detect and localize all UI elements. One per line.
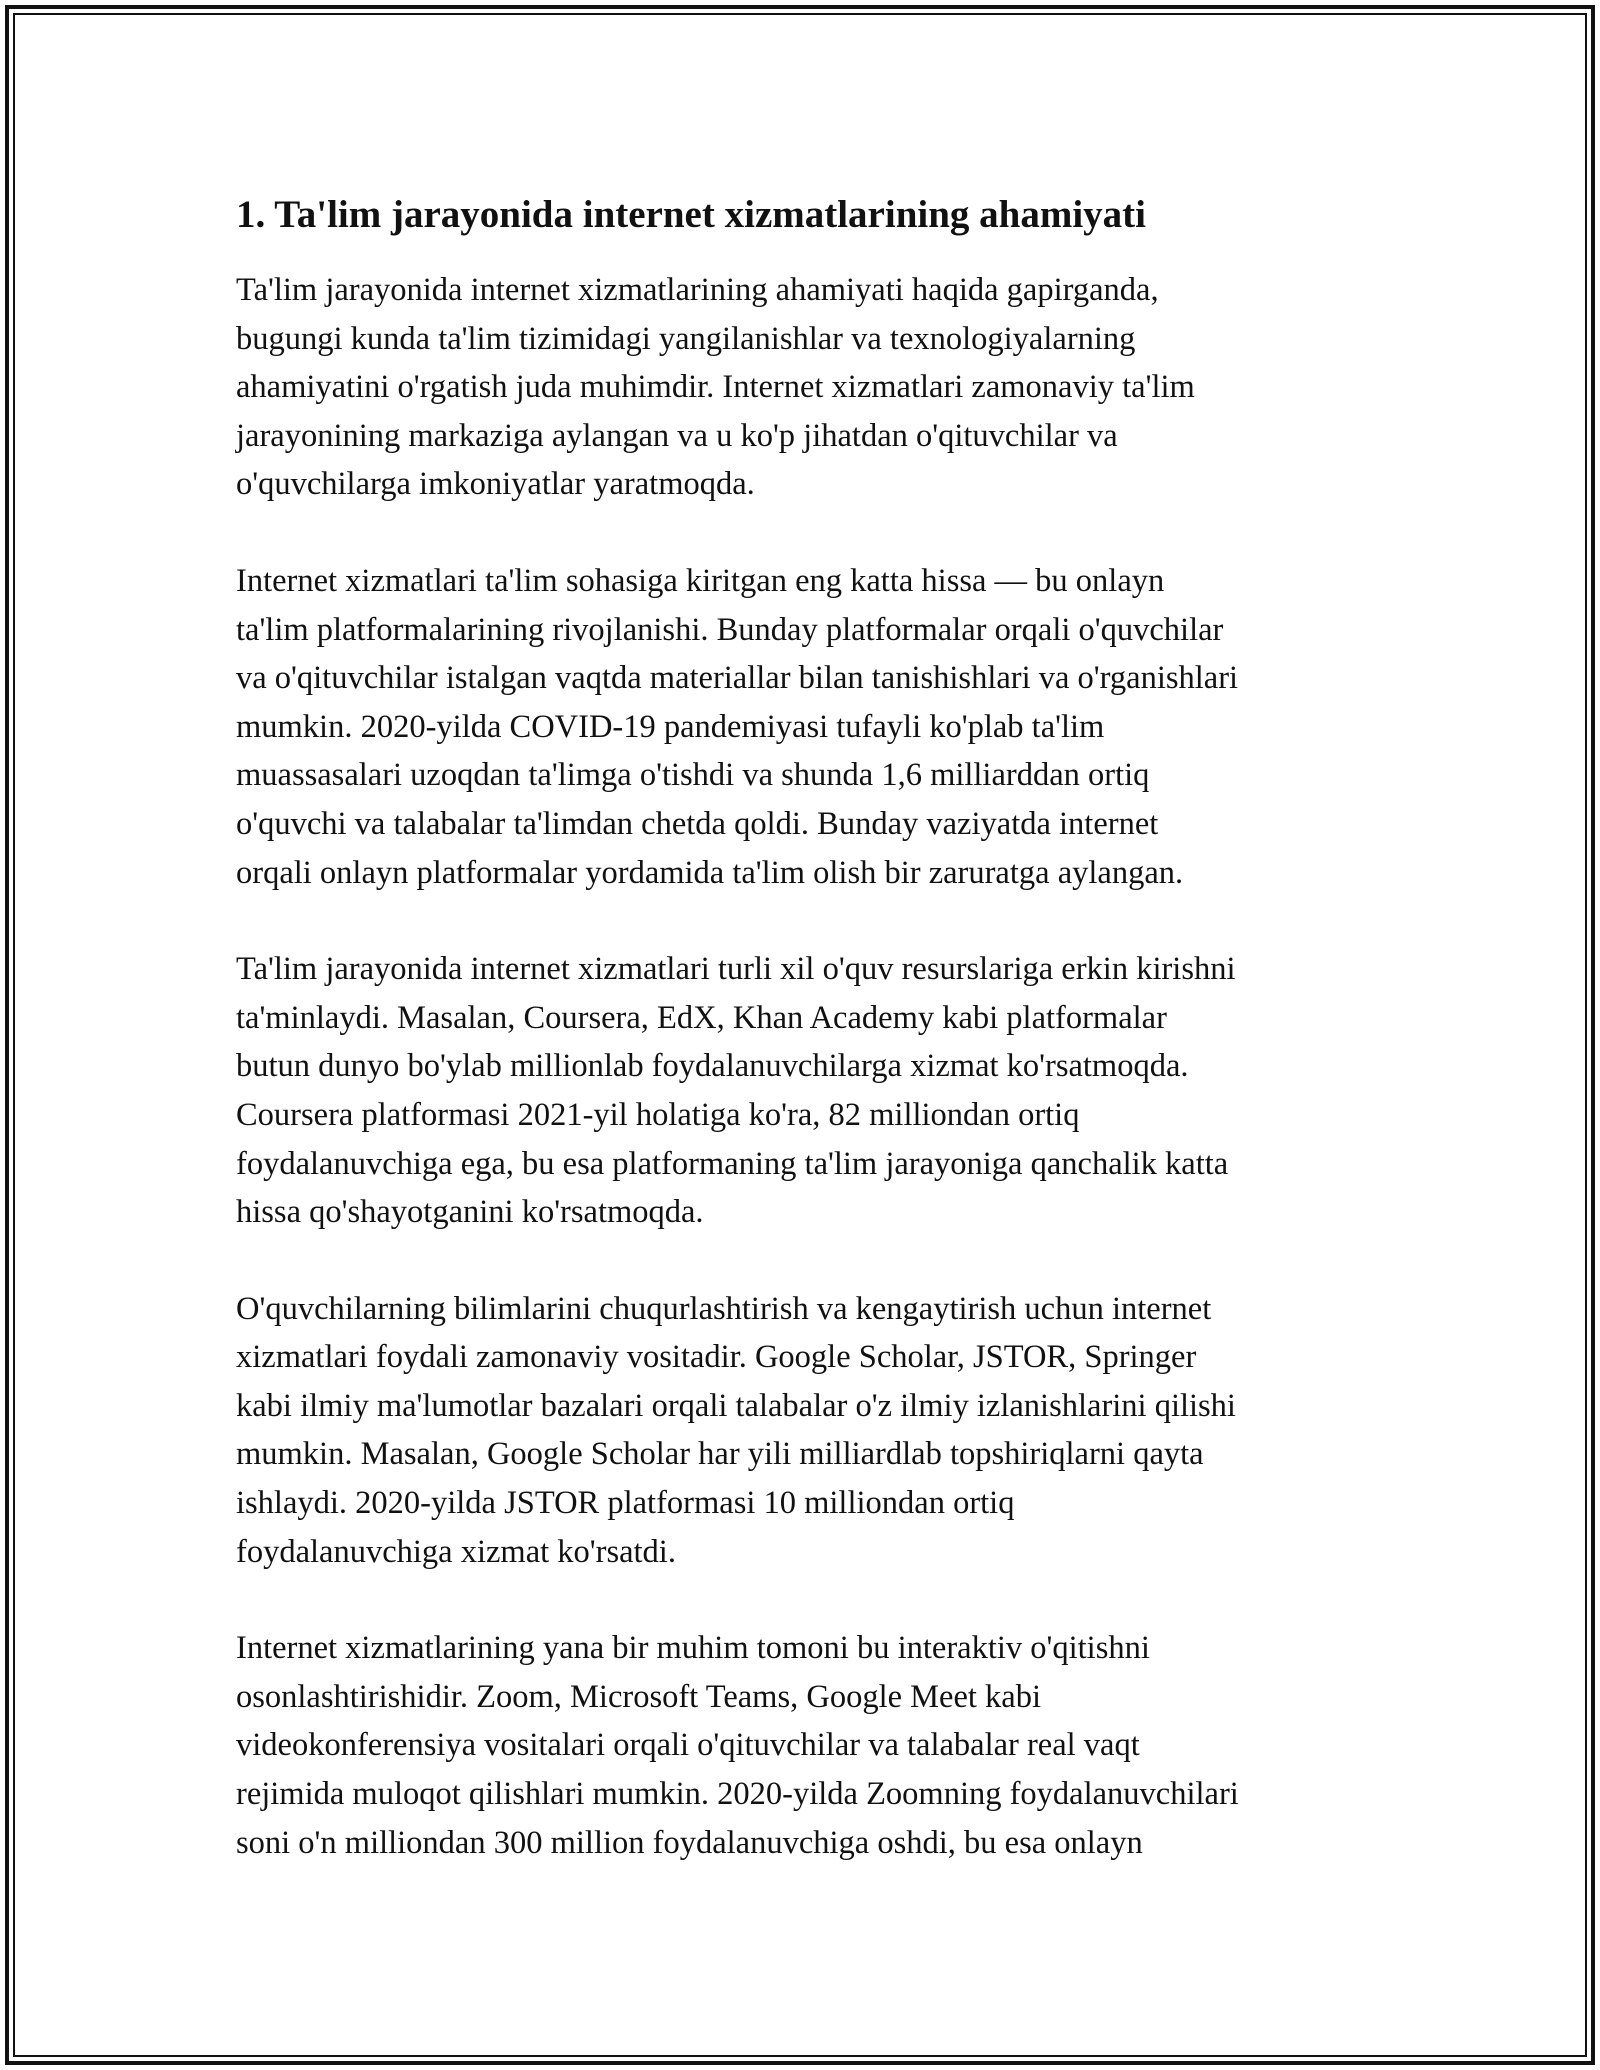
text-line: ahamiyatini o'rgatish juda muhimdir. Internet xizmatlari zamonaviy ta'lim [236,369,1195,406]
text-line: hissa qo'shayotganini ko'rsatmoqda. [236,1194,704,1231]
text-line: soni o'n milliondan 300 million foydalanuvchiga oshdi, bu esa onlayn [236,1824,1143,1861]
text-line: Internet xizmatlarining yana bir muhim tomoni bu interaktiv o'qitishni [236,1630,1150,1667]
text-line: ta'lim platformalarining rivojlanishi. Bunday platformalar orqali o'quvchilar [236,611,1224,648]
text-line: muassasalari uzoqdan ta'limga o'tishdi va shunda 1,6 milliarddan ortiq [236,757,1150,794]
section-heading: 1. Ta'lim jarayonida internet xizmatlarining ahamiyati [236,193,1147,236]
text-line: Ta'lim jarayonida internet xizmatlarining ahamiyati haqida gapirganda, [236,272,1159,308]
text-line: va o'qituvchilar istalgan vaqtda materiallar bilan tanishishlari va o'rganishlari [236,660,1239,697]
text-line: xizmatlari foydali zamonaviy vositadir. Google Scholar, JSTOR, Springer [236,1339,1197,1376]
text-line: Coursera platformasi 2021-yil holatiga ko'ra, 82 milliondan ortiq [236,1096,1080,1133]
text-line: mumkin. Masalan, Google Scholar har yili milliardlab topshiriqlarni qayta [236,1436,1204,1473]
text-line: butun dunyo bo'ylab millionlab foydalanuvchilarga xizmat ko'rsatmoqda. [236,1048,1189,1085]
text-line: foydalanuvchiga ega, bu esa platformaning ta'lim jarayoniga qanchalik katta [236,1145,1229,1182]
text-line: o'quvchilarga imkoniyatlar yaratmoqda. [236,466,755,503]
paragraph-5 [236,1624,1376,1867]
text-line: bugungi kunda ta'lim tizimidagi yangilanishlar va texnologiyalarning [236,320,1136,357]
document-body [236,182,1376,1915]
text-line: rejimida muloqot qilishlari mumkin. 2020-yilda Zoomning foydalanuvchilari [236,1776,1239,1813]
text-line: Internet xizmatlari ta'lim sohasiga kiritgan eng katta hissa — bu onlayn [236,562,1165,599]
text-line: ta'minlaydi. Masalan, Coursera, EdX, Khan Academy kabi platformalar [236,999,1167,1036]
text-line: orqali onlayn platformalar yordamida ta'lim olish bir zaruratga aylangan. [236,854,1184,891]
text-line: Ta'lim jarayonida internet xizmatlari turli xil o'quv resurslariga erkin kirishni [236,951,1236,988]
text-line: videokonferensiya vositalari orqali o'qituvchilar va talabalar real vaqt [236,1727,1140,1764]
paragraph-4 [236,1285,1376,1577]
text-line: jarayonining markaziga aylangan va u ko'p jihatdan o'qituvchilar va [236,417,1118,454]
text-line: foydalanuvchiga xizmat ko'rsatdi. [236,1533,676,1570]
text-line: O'quvchilarning bilimlarini chuqurlashtirish va kengaytirish uchun internet [236,1290,1212,1327]
text-line: ishlaydi. 2020-yilda JSTOR platformasi 10 milliondan ortiq [236,1485,1015,1522]
text-line: osonlashtirishidir. Zoom, Microsoft Teams, Google Meet kabi [236,1678,1042,1715]
text-line: kabi ilmiy ma'lumotlar bazalari orqali talabalar o'z ilmiy izlanishlarini qilishi [236,1387,1236,1424]
paragraph-2 [236,557,1376,897]
text-line: mumkin. 2020-yilda COVID-19 pandemiyasi tufayli ko'plab ta'lim [236,708,1105,745]
text-line: o'quvchi va talabalar ta'limdan chetda qoldi. Bunday vaziyatda internet [236,805,1159,842]
paragraph-1 [236,266,1376,509]
paragraph-3 [236,945,1376,1237]
